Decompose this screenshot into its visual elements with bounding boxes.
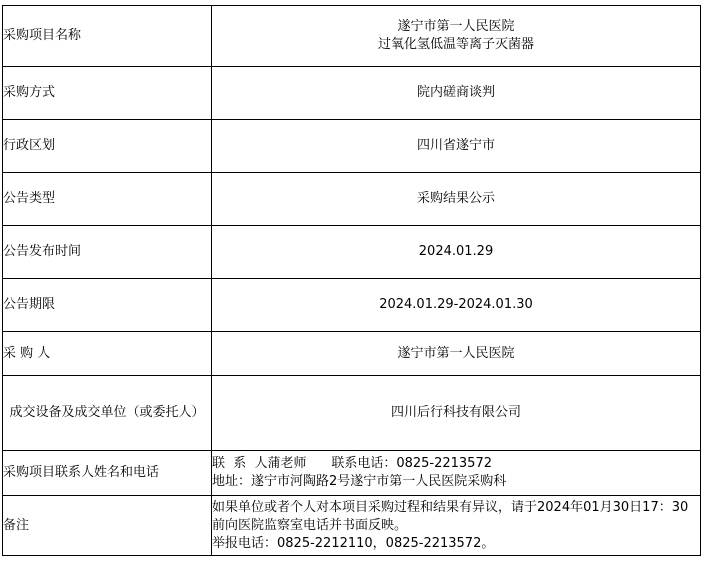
project-name-line-2: 过氧化氢低温等离子灭菌器 (377, 37, 534, 52)
value-notice-period: 2024.01.29-2024.01.30 (212, 279, 701, 332)
value-notice-type: 采购结果公示 (212, 173, 701, 226)
project-name-line-1: 遂宁市第一人民医院 (397, 19, 515, 34)
value-project-name (212, 6, 701, 67)
address-line: 地址：遂宁市河陶路2号遂宁市第一人民医院采购科 (212, 474, 507, 489)
value-remarks (212, 496, 701, 556)
table-row-project-name (3, 6, 701, 67)
value-procurement-method: 院内磋商谈判 (212, 67, 701, 120)
label-procurement-method: 采购方式 (3, 67, 212, 120)
table-row-publish-time (3, 226, 701, 279)
report-phone-line: 举报电话：0825-2212110，0825-2213572。 (212, 535, 495, 551)
label-contact: 采购项目联系人姓名和电话 (3, 451, 212, 496)
label-region: 行政区划 (3, 120, 212, 173)
remarks-text: 如果单位或者个人对本项目采购过程和结果有异议，请于2024年01月30日17：30前向医院监察室电话并书面反映。 (212, 499, 689, 533)
label-winning-supplier: 成交设备及成交单位（或委托人） (3, 376, 212, 451)
table-row-notice-type (3, 173, 701, 226)
value-region: 四川省遂宁市 (212, 120, 701, 173)
label-purchaser: 采 购 人 (3, 332, 212, 376)
value-publish-time: 2024.01.29 (212, 226, 701, 279)
label-notice-type: 公告类型 (3, 173, 212, 226)
table-row-region (3, 120, 701, 173)
table-row-contact (3, 451, 701, 496)
procurement-result-table (2, 5, 701, 556)
table-row-notice-period (3, 279, 701, 332)
label-remarks: 备注 (3, 496, 212, 556)
value-contact (212, 451, 701, 496)
value-winning-supplier: 四川后行科技有限公司 (212, 376, 701, 451)
table-row-winning-supplier (3, 376, 701, 451)
table-row-remarks (3, 496, 701, 556)
label-project-name: 采购项目名称 (3, 6, 212, 67)
value-purchaser: 遂宁市第一人民医院 (212, 332, 701, 376)
table-row-purchaser (3, 332, 701, 376)
label-publish-time: 公告发布时间 (3, 226, 212, 279)
label-notice-period: 公告期限 (3, 279, 212, 332)
table-row-procurement-method (3, 67, 701, 120)
contact-line: 联 系 人蒲老师 联系电话：0825-2213572 (212, 456, 492, 471)
